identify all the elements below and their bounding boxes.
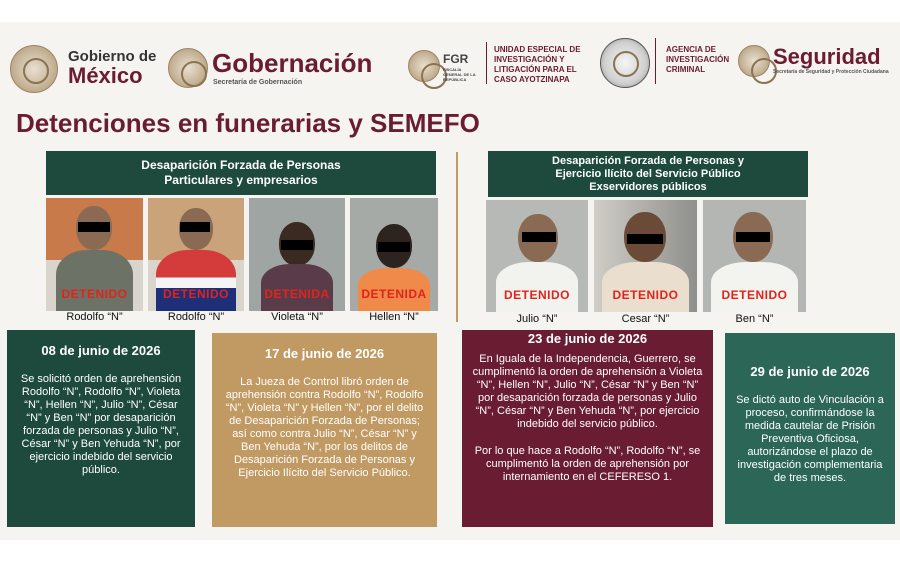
seguridad-logo: Seguridad <box>773 44 881 69</box>
detenida-stamp: DETENIDA <box>361 287 427 301</box>
detainee-photo <box>350 198 438 311</box>
detenido-stamp: DETENIDO <box>162 287 229 301</box>
card-date: 17 de junio de 2026 <box>264 346 385 361</box>
group-header-particulares: Desaparición Forzada de Personas Particulares y empresarios <box>46 151 436 195</box>
gobernacion-seal-icon <box>168 48 208 88</box>
gobernacion-logo: Gobernación <box>212 48 373 78</box>
group-header-exservidores: Desaparición Forzada de Personas y Ejercicio Ilícito del Servicio Público Exservidores públicos <box>488 151 808 197</box>
card-text: La Jueza de Control libró orden de aprehensión contra Rodolfo “N”, Rodolfo “N”, Violeta “N” y Hellen “N”, por el delito de Desaparición Forzada de Personas; así como contra Julio “N”, César “N” y Ben Yehuda “N”, por los delitos de Desaparición Forzada de Personas y Ejercicio Ilícito del Servicio Público. <box>225 376 424 479</box>
card-text: Se dictó auto de Vinculación a proceso, confirmándose la medida cautelar de Prisión Preventiva Oficiosa, autorizándose el plazo de investigación complementaria de tres meses. <box>736 394 884 484</box>
seguridad-seal-icon <box>738 45 770 77</box>
timeline-card-17-junio <box>212 333 437 527</box>
card-text-2: Por lo que hace a Rodolfo “N”, Rodolfo “N”, se cumplimentó la orden de aprehensión por internamiento en el CEFERESO 1. <box>474 445 701 483</box>
card-date: 29 de junio de 2026 <box>750 364 870 379</box>
timeline-card-29-junio <box>725 333 895 524</box>
card-date: 08 de junio de 2026 <box>41 343 161 358</box>
agencia-label: AGENCIA DE INVESTIGACIÓN CRIMINAL <box>666 45 730 74</box>
ayotzinapa-seal-icon <box>600 38 650 88</box>
detainee-name: Cesar “N” <box>621 313 670 325</box>
timeline-card-23-junio <box>462 330 713 527</box>
gobernacion-subtitle: Secretaría de Gobernación <box>213 79 303 86</box>
card-text: Se solicitó orden de aprehensión Rodolfo “N”, Rodolfo “N”, Violeta “N”, Hellen “N”, Julio “N”, César “N” y Ben “N” por desaparición forzada de personas y Julio “N”, César “N” y Ben Yehuda “N”, por ejercicio indebido del servicio público. <box>20 373 182 476</box>
detainee-name: Rodolfo “N” <box>167 311 225 323</box>
detenido-stamp: DETENIDO <box>721 288 788 302</box>
detenido-stamp: DETENIDO <box>612 288 679 302</box>
detainee-photo <box>703 200 806 312</box>
seguridad-subtitle: Secretaría de Seguridad y Protección Ciudadana <box>773 69 889 75</box>
detainee-name: Ben “N” <box>735 313 774 325</box>
detainee-name: Hellen “N” <box>369 311 419 323</box>
page-title: Detenciones en funerarias y SEMEFO <box>16 108 480 138</box>
detainee-photo <box>486 200 588 312</box>
group-divider <box>456 152 458 322</box>
detenido-stamp: DETENIDO <box>503 288 570 302</box>
gobierno-de-label: Gobierno de <box>68 48 157 65</box>
detenido-stamp: DETENIDO <box>61 287 128 301</box>
detainee-name: Julio “N” <box>516 313 558 325</box>
detainee-photo <box>594 200 697 312</box>
header-divider-2 <box>655 38 656 84</box>
detainee-name: Rodolfo “N” <box>66 311 123 323</box>
fgr-logo: FGR <box>443 52 469 66</box>
detainee-name: Violeta “N” <box>271 311 323 323</box>
card-text: En Iguala de la Independencia, Guerrero, se cumplimentó la orden de aprehensión a Violeta “N”, Hellen “N”, Julio “N”, César “N” y Ben “N” por desaparición forzada de personas y Julio “N”, César “N” y Ben Yehuda “N”, por ejercicio indebido del servicio público. <box>472 353 703 430</box>
detainee-photo <box>148 198 244 311</box>
detenida-stamp: DETENIDA <box>264 287 330 301</box>
detainee-photo <box>46 198 143 311</box>
header-divider <box>486 42 487 84</box>
timeline-card-08-junio <box>7 330 195 527</box>
card-date: 23 de junio de 2026 <box>527 331 648 346</box>
unidad-especial-label: UNIDAD ESPECIAL DE INVESTIGACIÓN Y LITIGACIÓN PARA EL CASO AYOTZINAPA <box>494 45 581 84</box>
mexico-label: México <box>68 63 143 88</box>
fgr-seal-icon <box>408 50 440 82</box>
detainee-photo <box>249 198 345 311</box>
fgr-subtitle: FISCALÍA GENERAL DE LA REPÚBLICA <box>443 67 476 82</box>
gobierno-mexico-seal-icon <box>10 45 58 93</box>
